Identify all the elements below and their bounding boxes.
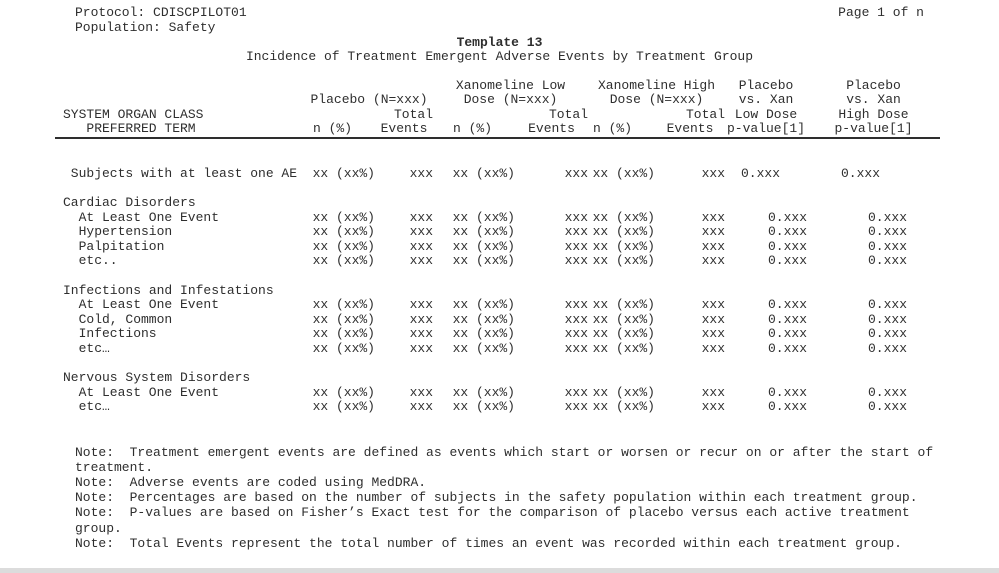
col-header-p-high-4: p-value[1] bbox=[807, 122, 940, 138]
cell: xxx bbox=[701, 298, 725, 312]
cell: xxx bbox=[409, 225, 433, 239]
page-number: Page 1 of n bbox=[838, 5, 924, 20]
report-subtitle: Incidence of Treatment Emergent Adverse Events by Treatment Group bbox=[245, 49, 754, 64]
protocol-line: Protocol: CDISCPILOT01 bbox=[75, 5, 247, 20]
cell bbox=[433, 196, 515, 211]
header-gap bbox=[55, 138, 940, 152]
footnote: Note: Treatment emergent events are defined as events which start or worsen or recur on or after the start of treatment. bbox=[75, 444, 941, 475]
cell: xxx bbox=[564, 210, 588, 225]
col-header-placebo-top bbox=[305, 79, 433, 94]
cell bbox=[515, 371, 588, 386]
cell: 0.xxx bbox=[767, 341, 807, 356]
cell: xx (xx%) bbox=[312, 312, 375, 327]
cell: xx (xx%) bbox=[312, 327, 375, 341]
table-row bbox=[55, 327, 940, 342]
cell: xx (xx%) bbox=[592, 341, 655, 356]
table-row bbox=[55, 313, 940, 328]
col-header-p-high-1: Placebo bbox=[846, 78, 901, 93]
header-blank bbox=[55, 93, 305, 108]
row-label: Palpitation bbox=[78, 239, 165, 254]
cell: xxx bbox=[701, 385, 725, 400]
cell: xx (xx%) bbox=[592, 312, 655, 327]
col-header-preferred-term: PREFERRED TERM bbox=[55, 122, 305, 138]
table-row bbox=[55, 240, 940, 255]
cell bbox=[655, 371, 725, 386]
page-header bbox=[0, 0, 999, 35]
cell: xx (xx%) bbox=[592, 385, 655, 400]
footnote: Note: Total Events represent the total number of times an event was recorded within each treatment group. bbox=[75, 535, 902, 551]
cell: xxx bbox=[409, 210, 433, 225]
table-row bbox=[55, 298, 940, 313]
table-row bbox=[55, 211, 940, 226]
cell: xx (xx%) bbox=[452, 239, 515, 254]
footnote: Note: P-values are based on Fisher’s Exact test for the comparison of placebo versus each active treatment group. bbox=[75, 505, 918, 536]
cell: xx (xx%) bbox=[452, 225, 515, 239]
cell: xxx bbox=[701, 312, 725, 327]
cell: xxx bbox=[701, 400, 725, 414]
row-label: etc… bbox=[78, 341, 110, 356]
col-header-p-low-4: p-value[1] bbox=[726, 122, 805, 136]
footnotes bbox=[75, 444, 941, 551]
page-bottom-edge bbox=[0, 568, 999, 573]
cell: xxx bbox=[409, 341, 433, 356]
cell: 0.xxx bbox=[867, 327, 907, 341]
cell: xxx bbox=[564, 298, 588, 312]
cell: xx (xx%) bbox=[592, 400, 655, 414]
table-row bbox=[55, 400, 940, 415]
cell: xx (xx%) bbox=[592, 225, 655, 239]
cell: 0.xxx bbox=[767, 239, 807, 254]
cell: 0.xxx bbox=[767, 298, 807, 312]
cell bbox=[375, 371, 433, 386]
cell: xx (xx%) bbox=[452, 341, 515, 356]
cell bbox=[807, 196, 940, 211]
cell bbox=[655, 196, 725, 211]
cell: xx (xx%) bbox=[592, 239, 655, 254]
cell: xxx bbox=[701, 254, 725, 268]
cell bbox=[725, 284, 807, 299]
col-header-xan-high-top: Xanomeline High bbox=[597, 78, 716, 93]
cell bbox=[305, 371, 375, 386]
cell: xxx bbox=[701, 210, 725, 225]
col-header-system-organ-class: SYSTEM ORGAN CLASS bbox=[63, 107, 204, 122]
cell: 0.xxx bbox=[767, 210, 807, 225]
cell: 0.xxx bbox=[867, 225, 907, 239]
col-header-xan-high-events: Events bbox=[655, 122, 725, 138]
cell: xx (xx%) bbox=[452, 254, 515, 268]
cell: xx (xx%) bbox=[312, 341, 375, 356]
cell: xx (xx%) bbox=[452, 298, 515, 312]
cell: xxx bbox=[564, 385, 588, 400]
cell: xxx bbox=[701, 341, 725, 356]
blank-row bbox=[55, 356, 940, 371]
cell: xxx bbox=[564, 341, 588, 356]
cell: xxx bbox=[409, 385, 433, 400]
col-header-p-high-3: High Dose bbox=[838, 107, 909, 122]
cell bbox=[725, 196, 807, 211]
header-blank bbox=[433, 108, 515, 123]
col-header-xan-low-n: n (%) bbox=[433, 122, 515, 138]
col-header-placebo-events: Events bbox=[375, 122, 433, 138]
cell: 0.xxx bbox=[867, 385, 907, 400]
table-row bbox=[55, 167, 940, 182]
spacer bbox=[55, 138, 940, 152]
table-row bbox=[55, 284, 940, 299]
row-label: Nervous System Disorders bbox=[63, 371, 251, 385]
cell: xxx bbox=[701, 166, 725, 181]
header-row-2 bbox=[55, 93, 940, 108]
cell: xxx bbox=[701, 239, 725, 254]
cell: xx (xx%) bbox=[312, 385, 375, 400]
cell bbox=[515, 284, 588, 299]
cell: 0.xxx bbox=[867, 400, 907, 414]
row-label: Cold, Common bbox=[78, 312, 173, 327]
cell bbox=[305, 196, 375, 211]
col-header-xan-low-events: Events bbox=[515, 122, 588, 138]
cell bbox=[375, 284, 433, 299]
cell: xx (xx%) bbox=[452, 400, 515, 414]
header-row-4 bbox=[55, 122, 940, 138]
spacer bbox=[55, 181, 940, 196]
cell: xxx bbox=[701, 327, 725, 341]
table-header bbox=[55, 79, 940, 152]
col-header-xan-low-top: Xanomeline Low bbox=[455, 78, 566, 93]
cell: xx (xx%) bbox=[312, 225, 375, 239]
header-blank bbox=[588, 108, 655, 123]
blank-row bbox=[55, 269, 940, 284]
report-title: Template 13 bbox=[456, 34, 543, 50]
cell: 0.xxx bbox=[840, 166, 880, 181]
blank-row bbox=[55, 152, 940, 167]
cell: xxx bbox=[564, 254, 588, 268]
cell: xxx bbox=[564, 327, 588, 341]
cell: 0.xxx bbox=[867, 341, 907, 356]
cell: xxx bbox=[409, 327, 433, 341]
cell: 0.xxx bbox=[767, 327, 807, 341]
cell: xxx bbox=[564, 239, 588, 254]
table-row bbox=[55, 225, 940, 240]
table-body bbox=[55, 152, 940, 415]
cell: 0.xxx bbox=[767, 312, 807, 327]
col-header-xan-low-total: Total bbox=[548, 107, 588, 122]
row-label: Infections and Infestations bbox=[63, 283, 274, 298]
spacer bbox=[55, 269, 940, 284]
cell: 0.xxx bbox=[867, 239, 907, 254]
col-header-p-low-2: vs. Xan bbox=[738, 93, 794, 107]
cell: 0.xxx bbox=[867, 312, 907, 327]
row-label: etc.. bbox=[78, 254, 118, 268]
cell: xx (xx%) bbox=[312, 254, 375, 268]
cell: xx (xx%) bbox=[592, 166, 655, 181]
cell bbox=[588, 371, 655, 386]
cell bbox=[433, 284, 515, 299]
cell: xx (xx%) bbox=[452, 385, 515, 400]
cell bbox=[433, 371, 515, 386]
cell: xx (xx%) bbox=[592, 254, 655, 268]
col-header-placebo-n: n (%) bbox=[305, 122, 375, 138]
cell bbox=[725, 371, 807, 386]
cell bbox=[588, 284, 655, 299]
row-label: Subjects with at least one AE bbox=[70, 166, 298, 181]
spacer bbox=[55, 356, 940, 371]
col-header-xan-low-name: Dose (N=xxx) bbox=[463, 93, 558, 107]
cell bbox=[807, 284, 940, 299]
col-header-xan-high-total: Total bbox=[685, 107, 725, 122]
row-label: At Least One Event bbox=[78, 298, 220, 312]
cell: xx (xx%) bbox=[452, 327, 515, 341]
table-row bbox=[55, 196, 940, 211]
cell bbox=[588, 196, 655, 211]
cell: xxx bbox=[409, 298, 433, 312]
cell bbox=[375, 196, 433, 211]
col-header-p-low-1: Placebo bbox=[738, 78, 794, 93]
cell: xx (xx%) bbox=[452, 166, 515, 181]
table-row bbox=[55, 386, 940, 401]
cell bbox=[807, 371, 940, 386]
table-row bbox=[55, 371, 940, 386]
cell bbox=[655, 284, 725, 299]
cell: xxx bbox=[409, 312, 433, 327]
blank-row bbox=[55, 181, 940, 196]
row-label: At Least One Event bbox=[78, 385, 220, 400]
cell bbox=[515, 196, 588, 211]
cell: 0.xxx bbox=[767, 254, 807, 268]
cell bbox=[305, 284, 375, 299]
cell: 0.xxx bbox=[767, 385, 807, 400]
population-line: Population: Safety bbox=[75, 19, 216, 35]
cell: xx (xx%) bbox=[592, 298, 655, 312]
row-label: At Least One Event bbox=[78, 210, 220, 225]
col-header-xan-high-n: n (%) bbox=[588, 122, 655, 138]
cell: 0.xxx bbox=[740, 166, 780, 181]
col-header-xan-high-name: Dose (N=xxx) bbox=[609, 93, 704, 107]
table-row bbox=[55, 342, 940, 357]
cell: xxx bbox=[409, 400, 433, 414]
col-header-placebo-name: Placebo (N=xxx) bbox=[310, 93, 428, 107]
cell: xxx bbox=[564, 166, 588, 181]
cell: 0.xxx bbox=[767, 400, 807, 414]
cell: xx (xx%) bbox=[592, 327, 655, 341]
row-label: Cardiac Disorders bbox=[63, 196, 196, 210]
protocol-block bbox=[75, 6, 247, 35]
spacer bbox=[55, 152, 940, 167]
cell: xx (xx%) bbox=[312, 400, 375, 414]
cell: 0.xxx bbox=[867, 210, 907, 225]
col-header-p-low-3: Low Dose bbox=[734, 107, 798, 122]
header-blank bbox=[305, 108, 375, 123]
cell: xxx bbox=[564, 400, 588, 414]
cell: xx (xx%) bbox=[452, 312, 515, 327]
cell: xx (xx%) bbox=[592, 210, 655, 225]
row-label: etc… bbox=[78, 400, 110, 414]
footnote: Note: Percentages are based on the number of subjects in the safety population within each treatment group. bbox=[75, 490, 918, 506]
row-label: Infections bbox=[78, 327, 157, 341]
cell: xx (xx%) bbox=[312, 298, 375, 312]
cell: 0.xxx bbox=[767, 225, 807, 239]
table-row bbox=[55, 254, 940, 269]
cell: xx (xx%) bbox=[312, 210, 375, 225]
cell: xxx bbox=[409, 254, 433, 268]
cell: xxx bbox=[701, 225, 725, 239]
cell: xx (xx%) bbox=[452, 210, 515, 225]
cell: 0.xxx bbox=[867, 254, 907, 268]
col-header-placebo-total: Total bbox=[393, 107, 433, 122]
header-row-3 bbox=[55, 108, 940, 123]
cell: 0.xxx bbox=[867, 298, 907, 312]
cell: xxx bbox=[564, 225, 588, 239]
col-header-p-high-2: vs. Xan bbox=[846, 93, 901, 107]
footnote: Note: Adverse events are coded using MedDRA. bbox=[75, 474, 427, 490]
header-row-1 bbox=[55, 79, 940, 94]
cell: xxx bbox=[409, 239, 433, 254]
cell: xxx bbox=[409, 166, 433, 181]
cell: xxx bbox=[564, 312, 588, 327]
cell: xx (xx%) bbox=[312, 239, 375, 254]
header-blank bbox=[55, 79, 305, 94]
ae-incidence-table bbox=[55, 79, 940, 415]
cell: xx (xx%) bbox=[312, 166, 375, 181]
row-label: Hypertension bbox=[78, 225, 173, 239]
